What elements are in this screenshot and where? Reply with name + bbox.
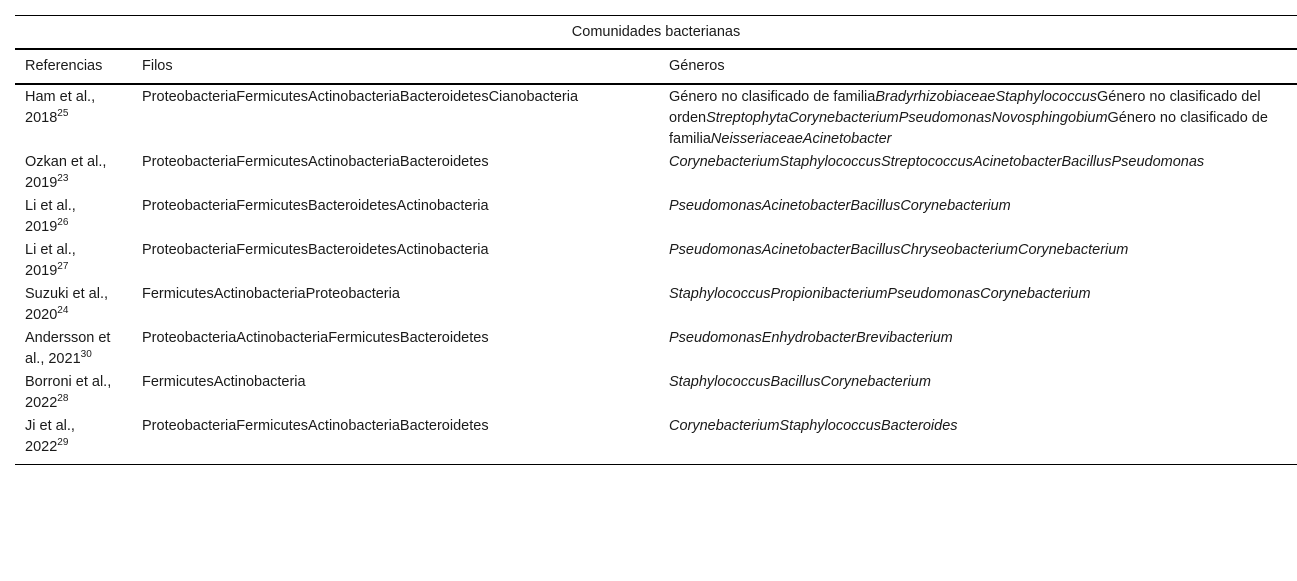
phyla-cell: ProteobacteriaFermicutesActinobacteriaBacteroidetes (142, 154, 489, 170)
genera-cell (659, 371, 1297, 415)
genera-cell (659, 239, 1297, 283)
reference-text: Andersson et al., 2021 (25, 330, 111, 367)
citation-superscript: 28 (57, 393, 69, 404)
citation-superscript: 29 (57, 437, 69, 448)
column-header-referencias: Referencias (15, 49, 132, 84)
table-row (15, 283, 1297, 327)
phyla-cell: ProteobacteriaFermicutesBacteroidetesActinobacteria (142, 242, 489, 258)
phyla-cell: ProteobacteriaActinobacteriaFermicutesBacteroidetes (142, 330, 489, 346)
table-caption: Comunidades bacterianas (15, 16, 1297, 50)
genera-cell (659, 195, 1297, 239)
genus-name: Pseudomonas (898, 110, 992, 126)
phyla-cell: ProteobacteriaFermicutesActinobacteriaBacteroidetes (132, 415, 659, 465)
reference-text: Ji et al., 2022 (25, 418, 75, 455)
genus-name: Staphylococcus (995, 89, 1098, 105)
table-row (15, 239, 1297, 283)
table-body (15, 84, 1297, 465)
citation-superscript: 25 (57, 108, 69, 119)
reference-cell (15, 415, 132, 465)
phyla-cell: FermicutesActinobacteriaProteobacteria (142, 286, 400, 302)
genus-name: PseudomonasAcinetobacterBacillusCorynebacterium (669, 198, 1011, 214)
phyla-cell: ProteobacteriaFermicutesActinobacteriaBacteroidetesCianobacteria (142, 89, 579, 105)
genus-name: CorynebacteriumStaphylococcusStreptococcusAcinetobacterBacillusPseudomonas (669, 154, 1205, 170)
table-row (15, 151, 1297, 195)
citation-superscript: 26 (57, 217, 69, 228)
reference-cell (15, 195, 132, 239)
citation-superscript: 30 (80, 349, 92, 360)
genus-name: CorynebacteriumStaphylococcusBacteroides (669, 418, 958, 434)
reference-text: Suzuki et al., 2020 (25, 286, 109, 323)
reference-cell (15, 84, 132, 151)
reference-cell (15, 239, 132, 283)
reference-cell (15, 283, 132, 327)
phyla-cell: ProteobacteriaFermicutesBacteroidetesActinobacteria (142, 198, 489, 214)
genus-note: Género no clasificado de familia (669, 110, 1268, 147)
table-row (15, 195, 1297, 239)
genus-name: StaphylococcusPropionibacteriumPseudomonasCorynebacterium (669, 286, 1091, 302)
table-row (15, 415, 1297, 465)
table-container (15, 15, 1297, 465)
table-row (15, 84, 1297, 151)
genera-cell (659, 151, 1297, 195)
column-header-filos: Filos (132, 49, 659, 84)
column-header-generos: Géneros (659, 49, 1297, 84)
table-row (15, 327, 1297, 371)
reference-cell (15, 151, 132, 195)
genus-note: Género no clasificado de familia (669, 89, 876, 105)
reference-text: Ham et al., 2018 (25, 89, 96, 126)
genus-name: Acinetobacter (802, 131, 892, 147)
table-row (15, 371, 1297, 415)
reference-cell (15, 327, 132, 371)
reference-text: Li et al., 2019 (25, 198, 76, 235)
reference-text: Ozkan et al., 2019 (25, 154, 107, 191)
citation-superscript: 27 (57, 261, 69, 272)
reference-cell (15, 371, 132, 415)
genus-note: Género no clasificado del orden (669, 89, 1261, 126)
genus-name: PseudomonasEnhydrobacterBrevibacterium (669, 330, 953, 346)
genera-cell (659, 84, 1297, 151)
genera-cell (659, 415, 1297, 465)
reference-text: Borroni et al., 2022 (25, 374, 112, 411)
reference-text: Li et al., 2019 (25, 242, 76, 279)
genera-cell (659, 327, 1297, 371)
caption-row (15, 16, 1297, 50)
citation-superscript: 24 (57, 305, 69, 316)
genus-name: Streptophyta (706, 110, 789, 126)
genera-cell (659, 283, 1297, 327)
genus-name: Neisseriaceae (710, 131, 803, 147)
genus-name: StaphylococcusBacillusCorynebacterium (669, 374, 931, 390)
genus-name: Bradyrhizobiaceae (875, 89, 996, 105)
header-row (15, 49, 1297, 84)
bacterial-communities-table (15, 15, 1297, 465)
citation-superscript: 23 (57, 173, 69, 184)
genus-name: Novosphingobium (991, 110, 1108, 126)
genus-name: Corynebacterium (788, 110, 899, 126)
phyla-cell: FermicutesActinobacteria (142, 374, 306, 390)
genus-name: PseudomonasAcinetobacterBacillusChryseobacteriumCorynebacterium (669, 242, 1129, 258)
